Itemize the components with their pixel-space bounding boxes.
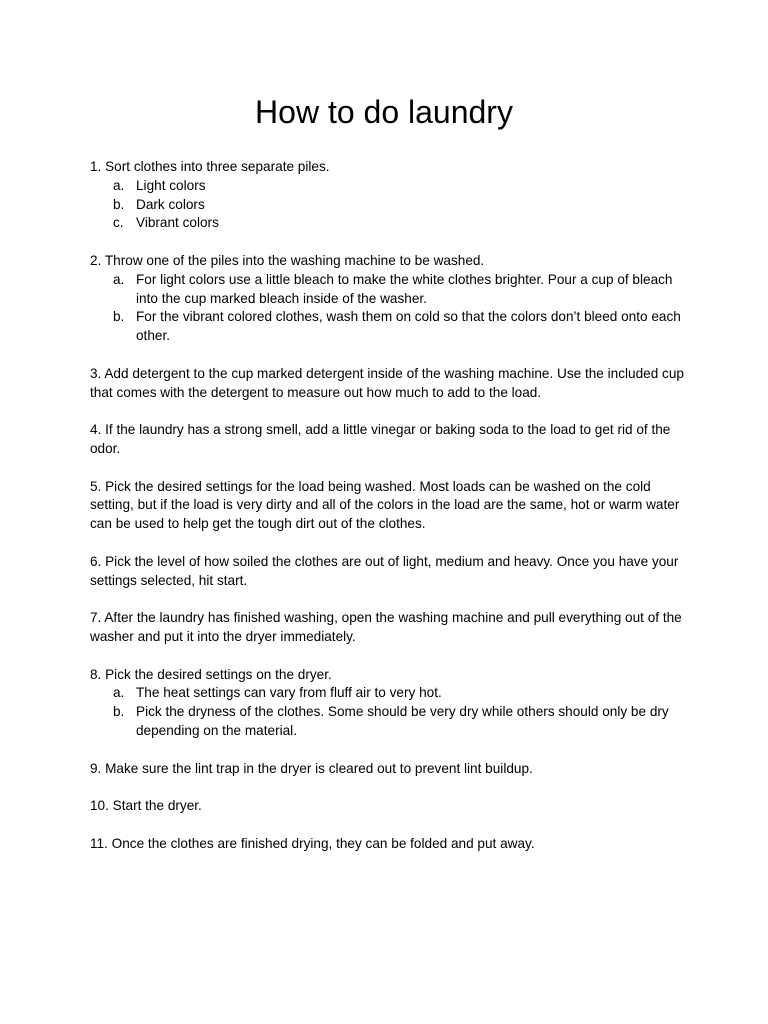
substeps-list bbox=[90, 177, 685, 233]
step-text: 9. Make sure the lint trap in the dryer is cleared out to prevent lint buildup. bbox=[90, 760, 533, 776]
step-2 bbox=[90, 252, 685, 346]
step-text: 1. Sort clothes into three separate piles. bbox=[90, 159, 330, 174]
substep-text: Vibrant colors bbox=[136, 215, 219, 231]
step-9 bbox=[90, 760, 685, 779]
step-text: 10. Start the dryer. bbox=[90, 798, 202, 814]
step-text: 4. If the laundry has a strong smell, add a little vinegar or baking soda to the load to get rid of the odor. bbox=[90, 422, 671, 456]
step-8 bbox=[90, 666, 685, 741]
substep-marker: b. bbox=[113, 196, 125, 212]
substep-marker: b. bbox=[113, 309, 125, 325]
substep-text: Pick the dryness of the clothes. Some should be very dry while others should only be dry depending on the material. bbox=[136, 704, 669, 738]
substep bbox=[90, 308, 685, 346]
substep-text: For the vibrant colored clothes, wash them on cold so that the colors don’t bleed onto each other. bbox=[136, 309, 681, 344]
step-6 bbox=[90, 553, 685, 591]
step-11 bbox=[90, 835, 685, 854]
substep bbox=[90, 177, 685, 196]
step-text: 7. After the laundry has finished washing, open the washing machine and pull everything out of the washer and put it into the dryer immediately. bbox=[90, 610, 682, 644]
substep-text: The heat settings can vary from fluff air to very hot. bbox=[136, 685, 442, 701]
substep-marker: a. bbox=[113, 271, 125, 287]
step-5 bbox=[90, 478, 685, 534]
step-text: 11. Once the clothes are finished drying, they can be folded and put away. bbox=[90, 835, 535, 851]
substep bbox=[90, 214, 685, 233]
substep bbox=[90, 196, 685, 215]
substep-text: For light colors use a little bleach to make the white clothes brighter. Pour a cup of bleach into the cup marked bleach inside of the washer. bbox=[136, 271, 673, 306]
step-text: 6. Pick the level of how soiled the clothes are out of light, medium and heavy. Once you have your settings selected, hit start. bbox=[90, 553, 679, 588]
step-text: 5. Pick the desired settings for the load being washed. Most loads can be washed on the cold setting, but if the load is very dirty and all of the colors in the load are the same, hot or warm water can be used to help get the tough dirt out of the clothes. bbox=[90, 478, 680, 532]
substep bbox=[90, 271, 685, 309]
document-title: How to do laundry bbox=[255, 94, 513, 130]
substep-marker: b. bbox=[113, 704, 125, 720]
step-3 bbox=[90, 365, 685, 403]
step-text: 3. Add detergent to the cup marked detergent inside of the washing machine. Use the included cup that comes with the detergent to measure out how much to add to the load. bbox=[90, 365, 684, 400]
substep-text: Dark colors bbox=[136, 196, 205, 212]
substep-marker: a. bbox=[113, 177, 125, 193]
substep-marker: a. bbox=[113, 685, 125, 701]
step-4 bbox=[90, 421, 685, 459]
substep-text: Light colors bbox=[136, 177, 206, 193]
substep bbox=[90, 703, 685, 741]
substeps-list bbox=[90, 684, 685, 740]
step-text: 8. Pick the desired settings on the dryer. bbox=[90, 666, 332, 682]
substeps-list bbox=[90, 271, 685, 346]
substep-marker: c. bbox=[113, 215, 124, 231]
step-10 bbox=[90, 797, 685, 816]
step-7 bbox=[90, 609, 685, 647]
substep bbox=[90, 684, 685, 703]
step-text: 2. Throw one of the piles into the washing machine to be washed. bbox=[90, 252, 485, 268]
steps-list bbox=[90, 158, 685, 872]
step-1 bbox=[90, 158, 685, 233]
